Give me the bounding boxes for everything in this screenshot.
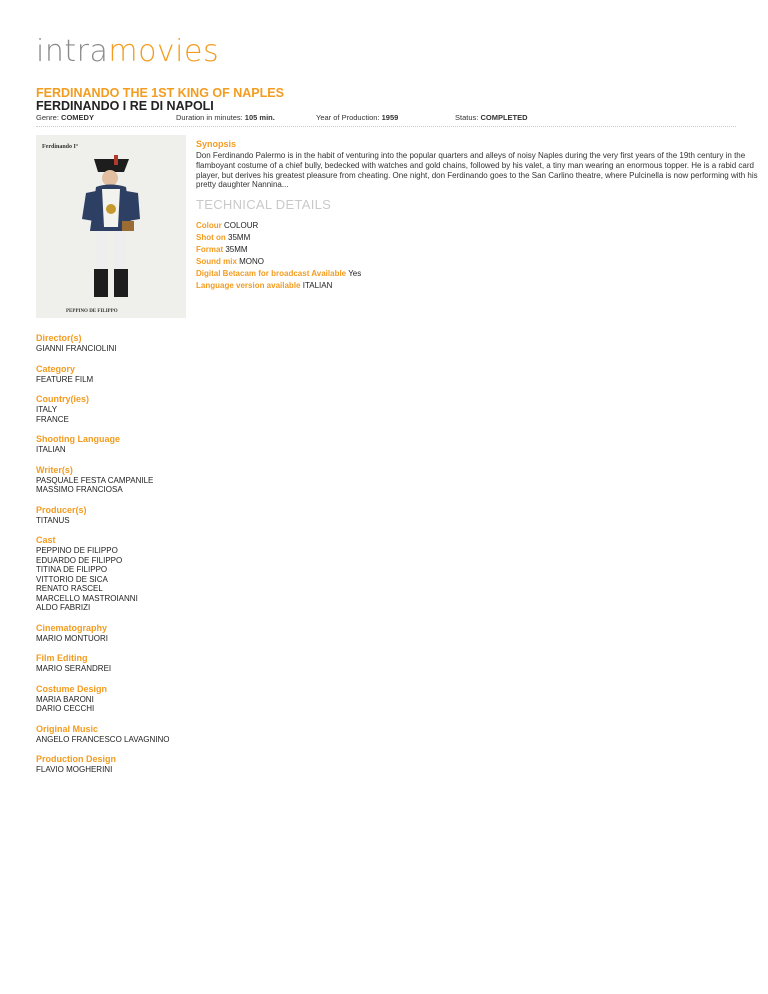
credit-value: FEATURE FILM xyxy=(36,374,94,384)
credit-value: RENATO RASCEL xyxy=(36,584,103,593)
film-meta-row xyxy=(36,113,736,127)
credit-directors xyxy=(36,333,216,354)
credit-value: FRANCE xyxy=(36,414,69,424)
credit-category xyxy=(36,364,216,385)
tech-value: COLOUR xyxy=(224,221,259,230)
poster-top-text: Ferdinando I° xyxy=(42,144,79,150)
credit-value: TITINA DE FILIPPO xyxy=(36,565,108,574)
credit-label: Writer(s) xyxy=(36,464,73,475)
logo-intra: intra xyxy=(36,34,109,69)
tech-value: 35MM xyxy=(228,232,251,242)
tech-row-sound-mix xyxy=(196,256,361,268)
film-poster[interactable] xyxy=(36,135,186,318)
tech-row-digital-betacam xyxy=(196,268,361,280)
genre-label: Genre: xyxy=(36,113,59,122)
credit-value: VITTORIO DE SICA xyxy=(36,574,108,584)
credit-value: PASQUALE FESTA CAMPANILE xyxy=(36,475,154,485)
credit-value: ITALY xyxy=(36,405,58,414)
credit-label: Costume Design xyxy=(36,683,108,694)
credit-value: GIANNI FRANCIOLINI xyxy=(36,344,117,353)
tech-value: ITALIAN xyxy=(302,280,333,290)
credit-value: PEPPINO DE FILIPPO xyxy=(36,546,118,555)
technical-details-heading: TECHNICAL DETAILS xyxy=(196,197,332,212)
credit-costume-design xyxy=(36,684,216,714)
tech-key: Format xyxy=(196,244,224,254)
synopsis-heading: Synopsis xyxy=(196,139,237,149)
synopsis-text: Don Ferdinando Palermo is in the habit of venturing into the popular quarters and alleys of noisy Naples during the very first years of the 19th century in the flamboyant costume of a chief bully, bedecked with watches and gold chains, followed by his valet, a tiny man wearing an enormous topper. He is a rabid card player, but derives his greatest pleasure from cheating. One night, don Ferdinando goes to the San Carlino theatre, where Pulcinella is now performing with his pretty daughter Nannina... xyxy=(196,151,758,190)
credit-value: MARCELLO MASTROIANNI xyxy=(36,593,138,603)
tech-row-format xyxy=(196,244,361,256)
poster-illustration xyxy=(36,135,186,318)
credit-label: Category xyxy=(36,363,76,374)
tech-row-colour xyxy=(196,220,361,232)
tech-key: Language version available xyxy=(196,280,301,290)
credit-value: MARIO MONTUORI xyxy=(36,633,108,643)
film-title-english: FERDINANDO THE 1ST KING OF NAPLES xyxy=(36,86,284,100)
synopsis-section xyxy=(196,139,761,190)
credits-list xyxy=(36,333,216,785)
genre-value: COMEDY xyxy=(61,113,94,122)
genre-meta xyxy=(36,113,94,122)
credit-value: TITANUS xyxy=(36,515,70,525)
site-logo[interactable] xyxy=(36,34,219,69)
credit-label: Production Design xyxy=(36,754,117,764)
credit-countries xyxy=(36,394,216,424)
credit-film-editing xyxy=(36,653,216,674)
credit-label: Director(s) xyxy=(36,333,82,343)
credit-original-music xyxy=(36,724,216,745)
credit-shooting-language xyxy=(36,434,216,455)
logo-movies: movies xyxy=(108,34,220,69)
credit-label: Original Music xyxy=(36,723,99,734)
year-meta xyxy=(316,113,398,122)
film-title-original: FERDINANDO I RE DI NAPOLI xyxy=(36,99,214,113)
credit-producers xyxy=(36,505,216,526)
year-value: 1959 xyxy=(381,113,399,122)
tech-value: MONO xyxy=(239,256,265,266)
credit-label: Producer(s) xyxy=(36,504,87,515)
credit-value: MARIO SERANDREI xyxy=(36,664,112,673)
poster-bottom-text: PEPPINO DE FILIPPO xyxy=(66,309,118,314)
credit-label: Film Editing xyxy=(36,653,88,663)
credit-value: MASSIMO FRANCIOSA xyxy=(36,485,123,494)
credit-value: MARIA BARONI xyxy=(36,694,94,704)
duration-meta xyxy=(176,113,275,122)
tech-value: Yes xyxy=(348,268,362,278)
credit-label: Country(ies) xyxy=(36,394,90,404)
credit-value: ALDO FABRIZI xyxy=(36,603,91,612)
tech-key: Colour xyxy=(196,221,222,230)
tech-key: Sound mix xyxy=(196,256,237,266)
tech-value: 35MM xyxy=(225,244,248,254)
credit-cinematography xyxy=(36,623,216,644)
status-value: COMPLETED xyxy=(480,113,528,122)
tech-row-shot-on xyxy=(196,232,361,244)
credit-value: DARIO CECCHI xyxy=(36,704,95,713)
duration-value: 105 min. xyxy=(244,113,275,122)
technical-details-list xyxy=(196,220,361,291)
credit-production-design xyxy=(36,754,216,775)
tech-key: Shot on xyxy=(196,232,226,242)
credit-value: ANGELO FRANCESCO LAVAGNINO xyxy=(36,734,170,744)
credit-label: Shooting Language xyxy=(36,434,120,444)
year-label: Year of Production: xyxy=(316,113,380,122)
status-meta xyxy=(455,113,528,122)
credit-value: FLAVIO MOGHERINI xyxy=(36,765,113,774)
status-label: Status: xyxy=(455,113,479,122)
tech-key: Digital Betacam for broadcast Available xyxy=(196,268,347,278)
duration-label: Duration in minutes: xyxy=(176,113,243,122)
credit-cast xyxy=(36,535,216,613)
tech-row-language-version xyxy=(196,280,361,292)
credit-writers xyxy=(36,465,216,495)
credit-label: Cinematography xyxy=(36,622,108,633)
credit-value: EDUARDO DE FILIPPO xyxy=(36,555,123,565)
credit-value: ITALIAN xyxy=(36,445,66,454)
credit-label: Cast xyxy=(36,535,56,545)
